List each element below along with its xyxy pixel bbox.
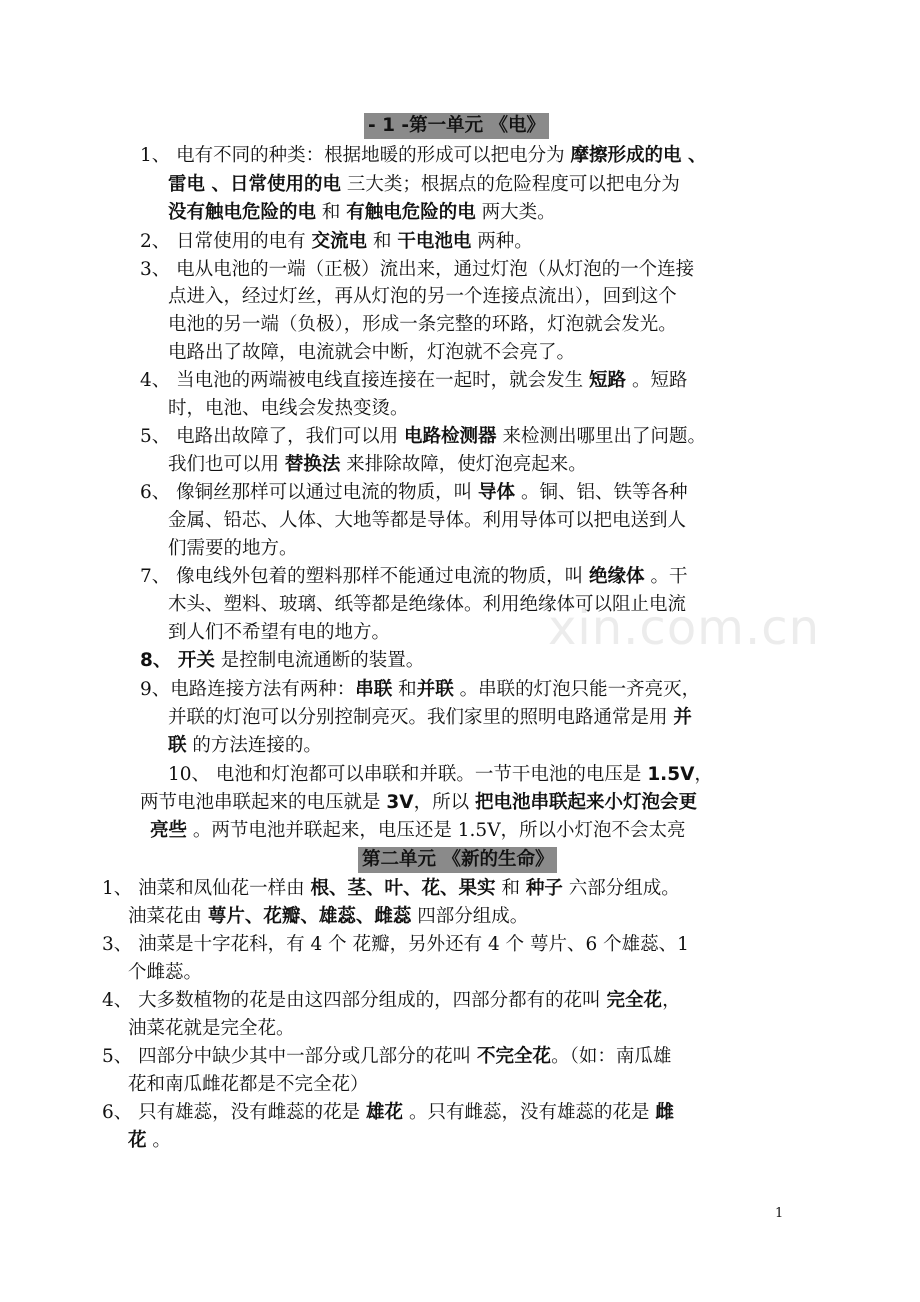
unit1-line [168, 733, 322, 759]
text-run: 我们也可以用 [168, 454, 285, 475]
unit2-line [128, 904, 528, 930]
unit1-line [140, 790, 697, 816]
unit1-line [168, 536, 298, 562]
unit2-line [102, 1044, 671, 1070]
unit2-line [128, 1016, 295, 1042]
unit1-line [168, 508, 686, 534]
text-run: ，所以 [413, 792, 475, 813]
text-run: 来排除故障，使灯泡亮起来。 [340, 454, 587, 475]
text-run: 7、 像电线外包着的塑料那样不能通过电流的物质，叫 [140, 566, 590, 587]
text-run: 到人们不希望有电的地方。 [168, 622, 391, 643]
text-run: 1、 电有不同的种类：根据地暖的形成可以把电分为 [140, 145, 571, 166]
text-run: 油菜花就是完全花。 [128, 1018, 295, 1039]
text-run: 个雌蕊。 [128, 962, 203, 983]
unit2-line [128, 960, 202, 986]
text-run: 3、 电从电池的一端（正极）流出来，通过灯泡（从灯泡的一个连接 [140, 259, 695, 280]
bold-term: 导体 [478, 482, 516, 503]
text-run: 6、 像铜丝那样可以通过电流的物质，叫 [140, 482, 479, 503]
text-run: 。串联的灯泡只能一齐亮灭， [453, 679, 701, 700]
text-run: 。 [146, 1130, 171, 1151]
bold-term: 亮些 [150, 820, 188, 841]
unit1-line [168, 172, 680, 198]
unit1-line [140, 368, 687, 394]
unit1-line [168, 340, 575, 366]
text-run: 和 [316, 202, 347, 223]
bold-term: 短路 [589, 370, 627, 391]
text-run: 和 [367, 231, 398, 252]
text-run: 时，电池、电线会发热变烫。 [168, 398, 409, 419]
text-run: ， [694, 764, 713, 785]
text-run: 。铜、铝、铁等各种 [515, 482, 688, 503]
text-run: 来检测出哪里出了问题。 [496, 426, 706, 447]
bold-term: 电路检测器 [404, 426, 497, 447]
unit1-line [140, 257, 694, 283]
unit1-line [168, 312, 677, 338]
unit1-line [168, 762, 713, 788]
text-run: 电路出了故障，电流就会中断，灯泡就不会亮了。 [168, 342, 576, 363]
bold-term: 3V [386, 792, 414, 813]
bold-term: 花 [128, 1130, 147, 1151]
bold-term: 完全花 [606, 990, 663, 1011]
bold-term: 不完全花 [477, 1046, 552, 1067]
bold-term: 种子 [525, 878, 563, 899]
bold-term: 并 [673, 707, 692, 728]
text-run: 5、 四部分中缺少其中一部分或几部分的花叫 [102, 1046, 478, 1067]
text-run: 金属、铅芯、人体、大地等都是导体。利用导体可以把电送到人 [168, 510, 687, 531]
unit1-line [168, 452, 587, 478]
unit1-line [140, 564, 687, 590]
text-run: 花和南瓜雌花都是不完全花） [128, 1074, 369, 1095]
unit1-line [140, 229, 533, 255]
text-run: 木头、塑料、玻璃、纸等都是绝缘体。利用绝缘体可以阻止电流 [168, 594, 687, 615]
text-run: 和 [392, 679, 417, 700]
text-run: 并联的灯泡可以分别控制亮灭。我们家里的照明电路通常是用 [168, 707, 674, 728]
text-run: 6、 只有雄蕊，没有雌蕊的花是 [102, 1102, 367, 1123]
bold-term: 1.5V [647, 764, 695, 785]
unit1-line [168, 396, 409, 422]
unit1-line [150, 818, 686, 844]
bold-term: 串联 [355, 679, 393, 700]
bold-term: 没有触电危险的电 [168, 202, 317, 223]
unit1-line [140, 677, 700, 703]
bold-term: 开关 [177, 650, 215, 671]
page-number: 1 [775, 1206, 784, 1221]
text-run: 两节电池串联起来的电压就是 [140, 792, 387, 813]
text-run: 油菜花由 [128, 906, 208, 927]
unit2-line [102, 1100, 674, 1126]
unit1-line [140, 143, 707, 169]
text-run: 10、 电池和灯泡都可以串联和并联。一节干电池的电压是 [168, 764, 648, 785]
unit2-line [102, 988, 681, 1014]
bold-term: 萼片、花瓣、雄蕊、雌蕊 [207, 906, 412, 927]
text-run: 四部分组成。 [411, 906, 529, 927]
unit1-line [168, 200, 556, 226]
text-run: ， [662, 990, 681, 1011]
text-run: 们需要的地方。 [168, 538, 298, 559]
bold-term: 根、茎、叶、花、果实 [310, 878, 496, 899]
unit2-line [102, 876, 680, 902]
text-run: 1、 油菜和凤仙花一样由 [102, 878, 311, 899]
text-run: 六部分组成。 [562, 878, 680, 899]
bold-term: 替换法 [284, 454, 341, 475]
unit1-line [140, 480, 687, 506]
bold-term: 雄花 [366, 1102, 404, 1123]
text-run: 。短路 [626, 370, 688, 391]
unit2-line [102, 932, 689, 958]
bold-term: 并联 [416, 679, 454, 700]
text-run: 3、 油菜是十字花科，有 4 个 花瓣，另外还有 4 个 萼片、6 个雄蕊、1 [102, 934, 689, 955]
bold-term: 交流电 [311, 231, 368, 252]
text-run: 。干 [644, 566, 688, 587]
unit1-line [140, 648, 424, 674]
text-run: 是控制电流通断的装置。 [214, 650, 425, 671]
text-run: 4、 大多数植物的花是由这四部分组成的，四部分都有的花叫 [102, 990, 607, 1011]
unit1-line [168, 705, 692, 731]
text-run: 9、电路连接方法有两种： [140, 679, 356, 700]
text-run: 5、 电路出故障了，我们可以用 [140, 426, 405, 447]
unit1-line [168, 284, 677, 310]
bold-term: 有触电危险的电 [346, 202, 476, 223]
unit1-line [168, 620, 390, 646]
text-run: 2、 日常使用的电有 [140, 231, 312, 252]
text-run: 三大类；根据点的危险程度可以把电分为 [340, 174, 680, 195]
text-run: 的方法连接的。 [186, 735, 322, 756]
bold-term: 干电池电 [397, 231, 472, 252]
text-run: 两种。 [471, 231, 533, 252]
text-run: 4、 当电池的两端被电线直接连接在一起时，就会发生 [140, 370, 590, 391]
text-run: 点进入，经过灯丝，再从灯泡的另一个连接点流出），回到这个 [168, 286, 677, 307]
text-run: 两大类。 [475, 202, 556, 223]
unit2-line [128, 1072, 369, 1098]
unit2-line [128, 1128, 171, 1154]
watermark: xin.com.cn [548, 600, 821, 656]
text-run: 。两节电池并联起来，电压还是 1.5V，所以小灯泡不会太亮 [187, 820, 686, 841]
bold-term: 8、 [140, 650, 178, 671]
bold-term: 雷电 、日常使用的电 [168, 174, 341, 195]
bold-term: 绝缘体 [589, 566, 645, 587]
text-run: 。（如：南瓜雄 [551, 1046, 672, 1067]
unit2-heading: 第二单元 《新的生命》 [358, 847, 557, 873]
unit1-line [168, 592, 686, 618]
bold-term: 摩擦形成的电 、 [570, 145, 707, 166]
bold-term: 把电池串联起来小灯泡会更 [474, 792, 697, 813]
text-run: 。只有雌蕊，没有雄蕊的花是 [403, 1102, 656, 1123]
text-run: 电池的另一端（负极），形成一条完整的环路，灯泡就会发光。 [168, 314, 677, 335]
bold-term: 联 [168, 735, 187, 756]
unit1-line [140, 424, 706, 450]
bold-term: 雌 [655, 1102, 674, 1123]
text-run: 和 [495, 878, 526, 899]
unit1-heading: - 1 -第一单元 《电》 [364, 113, 549, 139]
